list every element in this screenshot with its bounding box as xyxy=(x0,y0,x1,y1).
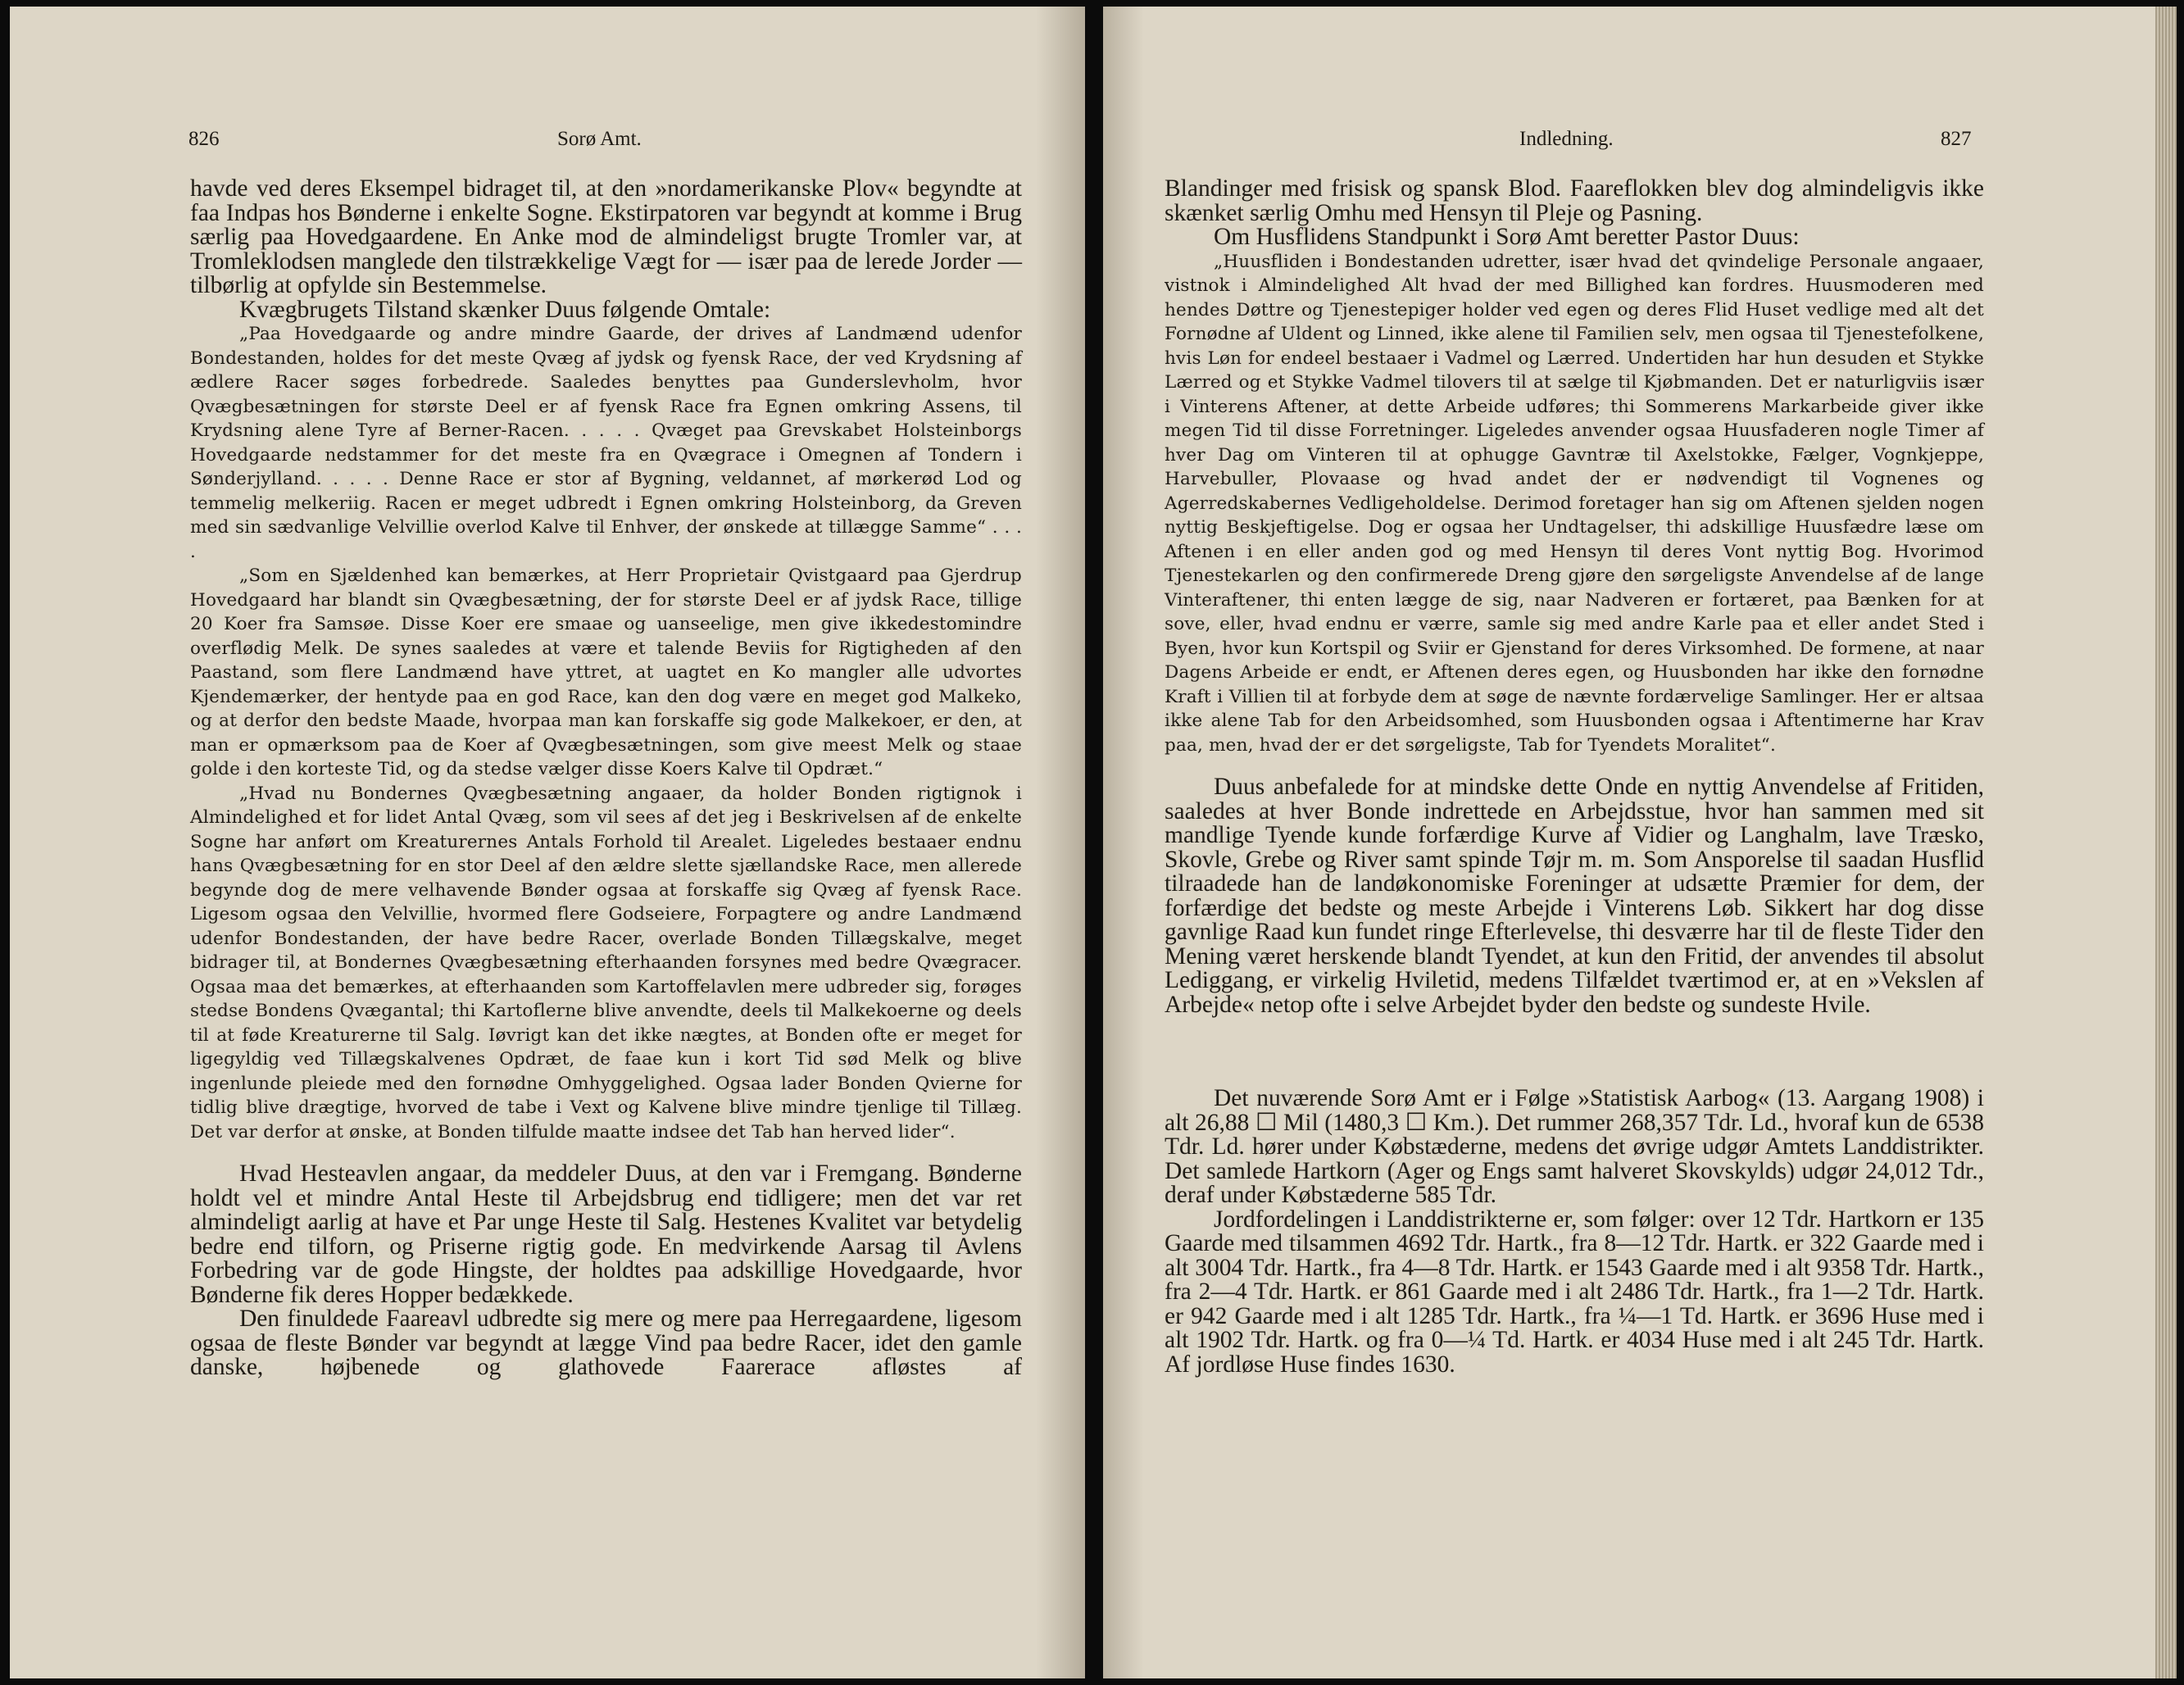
paragraph: Den finuldede Faareavl udbredte sig mere og mere paa Herregaardene, ligesom ogsaa de fleste Bønder var begyndt at lægge Vind paa bedre Racer, idet den gamle danske, højbenede og glathovede Faarerace afløstes af xyxy=(190,1306,1022,1380)
page-number: 827 xyxy=(1941,128,1972,150)
quote-paragraph: „Hvad nu Bondernes Qvægbesætning angaaer, da holder Bonden rigtignok i Almindelighed et for lidet Antal Qvæg, som vil sees af det jeg i Beskrivelsen af de enkelte Sogne har anført om Kreaturernes Antals Forhold til Arealet. Ligeledes bestaaer endnu hans Qvægbesætning for en stor Deel af den ældre slette sjællandske Race, men allerede begynde dog de mere velhavende Bønder ogsaa at forskaffe sig Qvæg af fyensk Race. Ligesom ogsaa den Velvillie, hvormed flere Godseiere, Forpagtere og andre Landmænd udenfor Bondestanden, der have bedre Racer, overlade Bonden Tillægskalve, meget bidrager til, at Bondernes Qvægbesætning efterhaanden forsynes med bedre Qvægracer. Ogsaa maa det bemærkes, at efterhaanden som Kartoffelavlen mere udbreder sig, forøges stedse Bondens Qvægantal; thi Kartoflerne blive anvendte, deels til Malkekoerne og deels til at føde Kreaturerne til Salg. Iøvrigt kan det ikke nægtes, at Bonden ofte er meget for ligegyldig ved Tillægskalvenes Opdræt, de faae kun i kort Tid sød Melk og blive ingenlunde pleiede med den fornødne Omhyggelighed. Ogsaa lader Bonden Qvierne for tidlig blive drægtige, hvorved de tabe i Vext og Kalvene blive mindre tjenlige til Tillæg. Det var derfor at ønske, at Bonden tilfulde maatte indsee det Tab han herved lider“. xyxy=(190,783,1022,1142)
paragraph: havde ved deres Eksempel bidraget til, at den »nordamerikanske Plov« begyndte at faa Indpas hos Bønderne i enkelte Sogne. Ekstirpatoren var begyndt at komme i Brug særlig paa Hovedgaardene. En Anke mod de almindeligst brugte Tromler var, at Tromleklodsen manglede den tilstrækkelige Vægt for — især paa de lerede Jorder — tilbørlig at opfylde sin Bestemmelse. xyxy=(190,175,1022,298)
paragraph: Jordfordelingen i Landdistrikterne er, som følger: over 12 Tdr. Hartkorn er 135 Gaarde med tilsammen 4692 Tdr. Hartk., fra 8—12 Tdr. Hartk. er 322 Gaarde med i alt 3004 Tdr. Hartk., fra 4—8 Tdr. Hartk. er 1543 Gaarde med i alt 9358 Tdr. Hartk., fra 2—4 Tdr. Hartk. er 861 Gaarde med i alt 2486 Tdr. Hartk., fra 1—2 Tdr. Hartk. er 942 Gaarde med i alt 1285 Tdr. Hartk., fra ¼—1 Td. Hartk. er 3696 Huse med i alt 1902 Tdr. Hartk. og fra 0—¼ Td. Hartk. er 4034 Huse med i alt 245 Tdr. Hartk. Af jordløse Huse findes 1630. xyxy=(1165,1206,1984,1378)
paragraph: Om Husflidens Standpunkt i Sorø Amt beretter Pastor Duus: xyxy=(1214,224,1800,250)
paragraph: Duus anbefalede for at mindske dette Onde en nyttig Anvendelse af Fritiden, saaledes at hver Bonde indrettede en Arbejdsstue, hvor han sammen med sit mandlige Tyende kunde forfærdige Kurve af Vidier og Langhalm, lave Træsko, Skovle, Grebe og River samt spinde Tøjr m. m. Som Ansporelse til saadan Husflid tilraadede han de landøkonomiske Foreninger at udsætte Præmier for dem, der forfærdige det bedste og meste Arbejde i Vinterens Løb. Sikkert har dog disse gavnlige Raad kun fundet ringe Efterlevelse, thi desværre har til de fleste Tider den Mening været herskende blandt Tyendet, at kun den Fritid, der anvendes til absolut Lediggang, er virkelig Hviletid, medens Tilfældet tværtimod er, at en »Vekslen af Arbejde« netop ofte i selve Arbejdet byder den bedste og sundeste Hvile. xyxy=(1165,774,1984,1018)
quote-paragraph: „Huusfliden i Bondestanden udretter, især hvad det qvindelige Personale angaaer, vistnok i Almindelighed Alt hvad der med Billighed kan fordres. Huusmoderen med hendes Døttre og Tjenestepiger holder ved egen og deres Flid Huset vedlige med alt det Fornødne af Uldent og Linned, ikke alene til Familien selv, men ogsaa til Tjenestefolkene, hvis Løn for endeel bestaaer i Vadmel og Lærred. Undertiden har hun desuden et Stykke Lærred og et Stykke Vadmel tilovers til at sælge til Kjøbmanden. Det er naturligviis især i Vinterens Aftener, at dette Arbeide udføres; thi Sommerens Markarbeide giver ikke megen Tid til disse Forretninger. Ligeledes anvender ogsaa Huusfaderen nogle Timer af hver Dag om Vinteren til at ophugge Gavntræ til Axelstokke, Fælger, Vognkjeppe, Harvebuller, Plovaase og hvad andet der er nødvendigt til Vognenes og Agerredskabernes Vedligeholdelse. Derimod foretager han sig om Aftenen sjelden nogen nyttig Beskjeftigelse. Dog er ogsaa her Undtagelser, thi adskillige Huusfædre læse om Aftenen i en eller anden god og med Hensyn til deres Vont nyttig Bog. Hvorimod Tjenestekarlen og den confirmerede Dreng gjøre den sørgeligste Anvendelse af de lange Vinteraftener, thi enten lægge de sig, naar Nadveren er fortæret, paa Bænken for at sove, eller, hvad endnu er værre, samle sig med andre Karle paa et eller andet Sted i Byen, hvor kun Kortspil og Sviir er Gjenstand for deres Virksomhed. De formene, at naar Dagens Arbeide er endt, er Aftenen deres egen, og Huusbonden har ikke den fornødne Kraft i Villien til at forbyde dem at søge de nævnte fordærvelige Samlinger. Her er altsaa ikke alene Tab for den Arbeidsomhed, som Huusbonden ogsaa i Aftentimerne har Krav paa, men, hvad der er det sørgeligste, Tab for Tyendets Moralitet“. xyxy=(1165,251,1984,756)
page-number: 826 xyxy=(188,128,220,150)
right-page-body xyxy=(1165,177,1984,1377)
running-title: Sorø Amt. xyxy=(557,128,642,150)
quote-paragraph: „Som en Sjældenhed kan bemærkes, at Herr Proprietair Qvistgaard paa Gjerdrup Hovedgaard har blandt sin Qvægbesætning, der for største Deel er af jydsk Race, tillige 20 Koer fra Samsøe. Disse Koer ere smaae og uanseelige, men give ikkedestomindre overflødig Melk. De synes saaledes at være et talende Beviis for Rigtigheden af den Paastand, som flere Landmænd have yttret, at uagtet en Ko mangler alle udvortes Kjendemærker, der hentyde paa en god Race, kan den dog være en meget god Malkeko, og at derfor den bedste Maade, hvorpaa man kan forskaffe sig gode Malkekoer, er den, at man er opmærksom paa de Koer af Qvægbesætningen, som give meest Melk og staae golde i den korteste Tid, og da stedse vælger disse Koers Kalve til Opdræt.“ xyxy=(190,565,1022,779)
paragraph: Hvad Hesteavlen angaar, da meddeler Duus, at den var i Fremgang. Bønderne holdt vel et mindre Antal Heste til Arbejdsbrug end tidligere; men det var ret almindeligt aarlig at have et Par unge Heste til Salg. Hestenes Kvalitet var betydelig bedre end tilforn, og Priserne rigtig gode. En medvirkende Aarsag til Avlens Forbedring var de gode Hingste, der holdtes paa adskillige Hovedgaarde, hvor Bønderne fik deres Hopper bedækkede. xyxy=(190,1160,1022,1308)
paragraph: Kvægbrugets Tilstand skænker Duus følgende Omtale: xyxy=(239,296,771,323)
left-page-body xyxy=(190,177,1022,1380)
paragraph: Det nuværende Sorø Amt er i Følge »Statistisk Aarbog« (13. Aargang 1908) i alt 26,88 ☐ Mil (1480,3 ☐ Km.). Det rummer 268,357 Tdr. Ld., hvoraf kun de 6538 Tdr. Ld. hører under Købstæderne, medens det øvrige udgør Amtets Landdistrikter. Det samlede Hartkorn (Ager og Engs samt halveret Skovskylds) udgør 24,012 Tdr., deraf under Købstæderne 585 Tdr. xyxy=(1165,1085,1984,1208)
running-title: Indledning. xyxy=(1519,128,1614,150)
left-page xyxy=(10,7,1085,1678)
right-page xyxy=(1103,7,2177,1678)
quote-paragraph: „Paa Hovedgaarde og andre mindre Gaarde, der drives af Landmænd udenfor Bondestanden, holdes for det meste Qvæg af jydsk og fyensk Race, der ved Krydsning af ædlere Racer søges forbedrede. Saaledes benyttes paa Gunderslevholm, hvor Qvægbesætningen for største Deel er af fyensk Race fra Egnen omkring Assens, til Krydsning alene Tyre af Berner-Racen. . . . . Qvæget paa Grevskabet Holsteinborgs Hovedgaarde nedstammer for det meste fra en Qvægrace i Omegnen af Tondern i Sønderjylland. . . . . Denne Race er stor af Bygning, veldannet, af mørkerød Lod og temmelig melkeriig. Racen er meget udbredt i Egnen omkring Holsteinborg, da Greven med sin sædvanlige Velvillie overlod Kalve til Enhver, der ønskede at tillægge Samme“ . . . . xyxy=(190,324,1022,562)
paragraph: Blandinger med frisisk og spansk Blod. Faareflokken blev dog almindeligvis ikke skænket særlig Omhu med Hensyn til Pleje og Pasning. xyxy=(1165,175,1984,226)
